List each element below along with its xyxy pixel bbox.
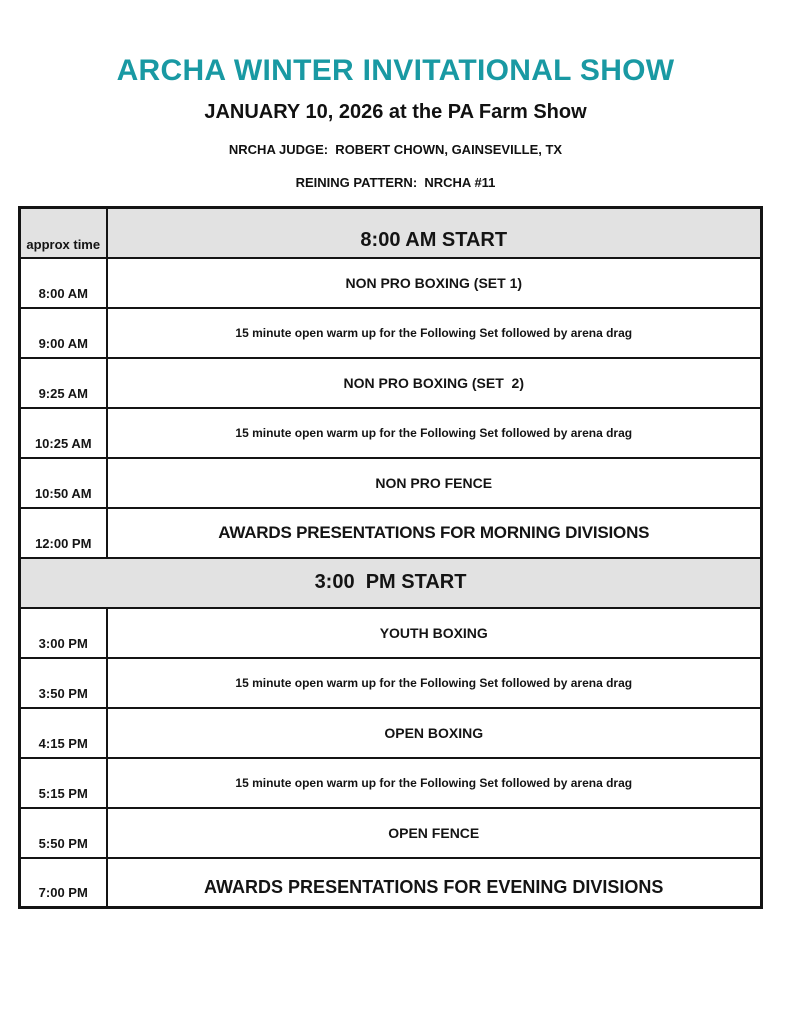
row-event: 15 minute open warm up for the Following Set followed by arena drag — [107, 408, 762, 458]
row-event: OPEN FENCE — [107, 808, 762, 858]
table-header-row — [20, 208, 762, 258]
row-event: NON PRO BOXING (SET 1) — [107, 258, 762, 308]
schedule-row — [20, 408, 762, 458]
afternoon-start-band — [20, 558, 762, 608]
schedule-row — [20, 608, 762, 658]
row-time: 12:00 PM — [20, 508, 107, 558]
schedule-row — [20, 258, 762, 308]
row-time: 3:00 PM — [20, 608, 107, 658]
morning-start-header: 8:00 AM START — [107, 208, 762, 258]
schedule-row — [20, 858, 762, 908]
row-time: 4:15 PM — [20, 708, 107, 758]
judge-line: NRCHA JUDGE: ROBERT CHOWN, GAINSEVILLE, TX — [228, 142, 563, 157]
schedule-row — [20, 808, 762, 858]
schedule-row — [20, 458, 762, 508]
row-event: NON PRO FENCE — [107, 458, 762, 508]
schedule-row — [20, 658, 762, 708]
row-event: NON PRO BOXING (SET 2) — [107, 358, 762, 408]
row-time: 7:00 PM — [20, 858, 107, 908]
row-time: 10:25 AM — [20, 408, 107, 458]
row-event: AWARDS PRESENTATIONS FOR MORNING DIVISIONS — [107, 508, 762, 558]
schedule-table — [18, 206, 763, 909]
page-title: ARCHA WINTER INVITATIONAL SHOW — [116, 54, 675, 87]
row-event: YOUTH BOXING — [107, 608, 762, 658]
row-event: 15 minute open warm up for the Following Set followed by arena drag — [107, 658, 762, 708]
schedule-row — [20, 708, 762, 758]
row-event: 15 minute open warm up for the Following Set followed by arena drag — [107, 308, 762, 358]
row-event: AWARDS PRESENTATIONS FOR EVENING DIVISIONS — [107, 858, 762, 908]
row-time: 8:00 AM — [20, 258, 107, 308]
schedule-row — [20, 308, 762, 358]
row-time: 5:15 PM — [20, 758, 107, 808]
row-event: 15 minute open warm up for the Following Set followed by arena drag — [107, 758, 762, 808]
row-time: 9:25 AM — [20, 358, 107, 408]
page-subtitle: JANUARY 10, 2026 at the PA Farm Show — [204, 101, 587, 123]
pattern-line: REINING PATTERN: NRCHA #11 — [295, 175, 496, 190]
schedule-row — [20, 508, 762, 558]
row-time: 3:50 PM — [20, 658, 107, 708]
schedule-row — [20, 358, 762, 408]
time-column-header: approx time — [20, 208, 107, 258]
row-event: OPEN BOXING — [107, 708, 762, 758]
row-time: 5:50 PM — [20, 808, 107, 858]
afternoon-start-header: 3:00 PM START — [20, 558, 762, 608]
row-time: 9:00 AM — [20, 308, 107, 358]
row-time: 10:50 AM — [20, 458, 107, 508]
schedule-row — [20, 758, 762, 808]
document-header — [0, 0, 791, 190]
